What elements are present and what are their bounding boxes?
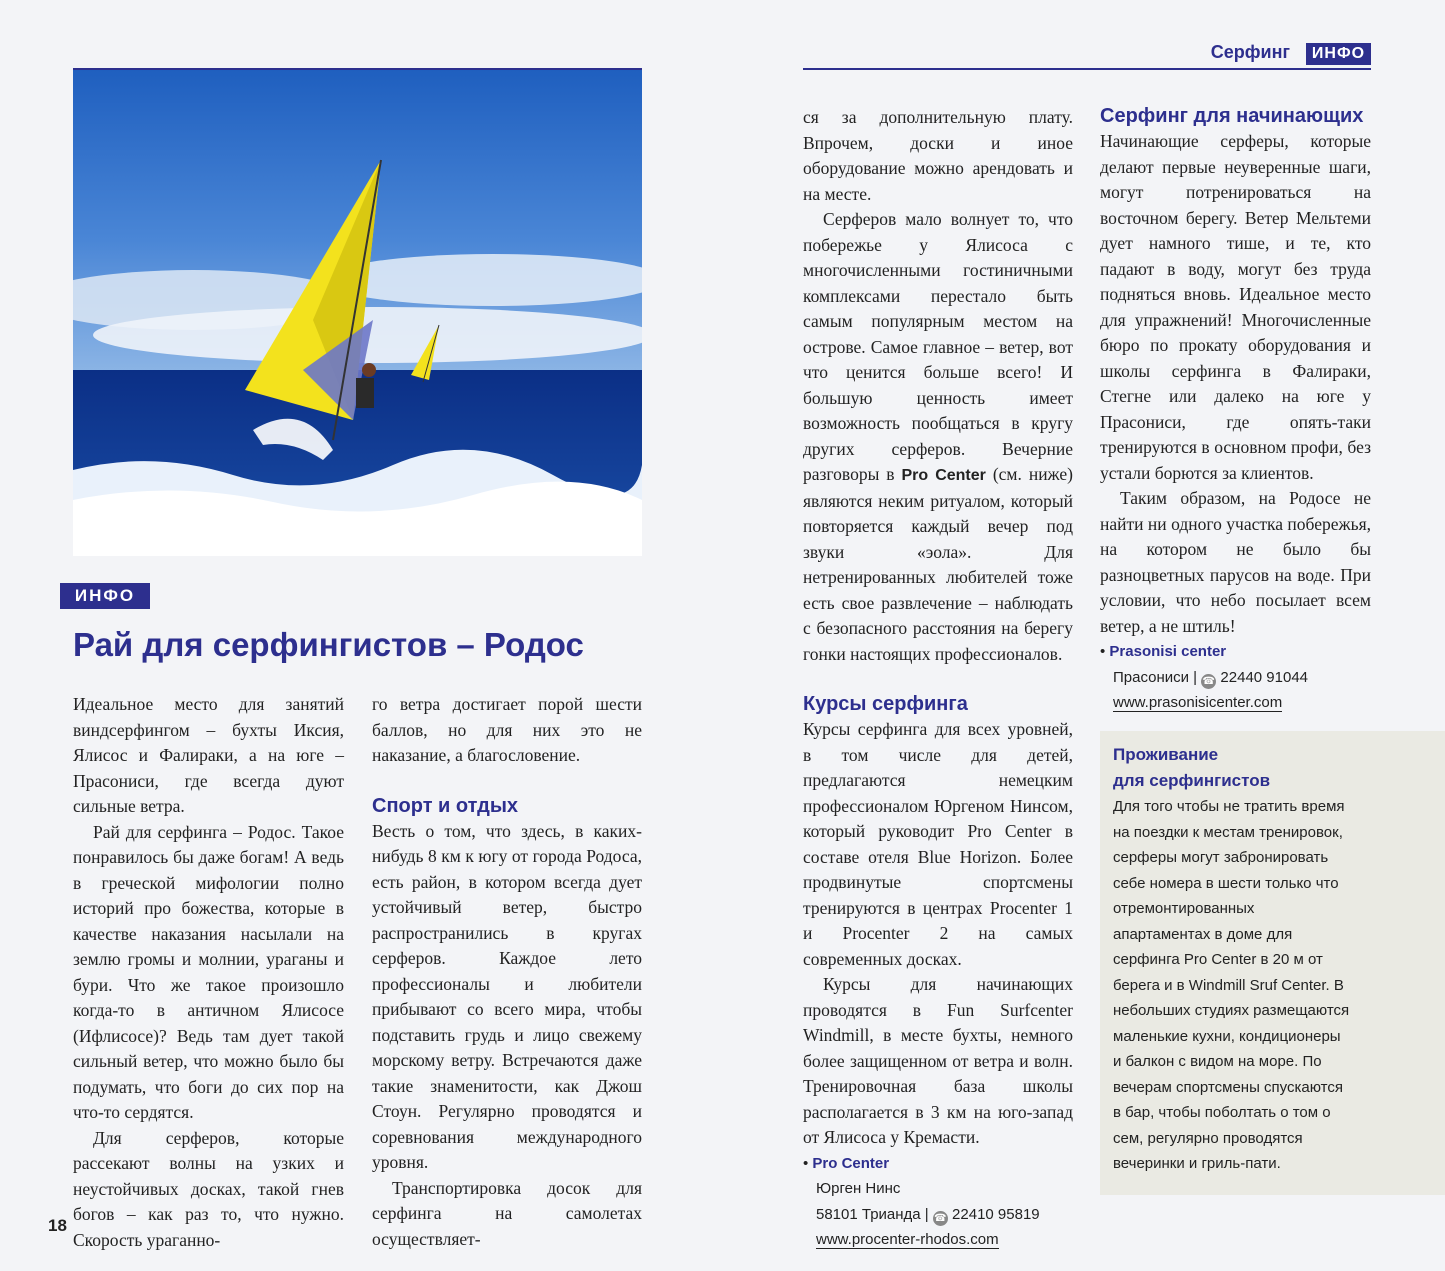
text-span: (см. ниже) являются неким ритуалом, который повторяется каждый вечер под звуки «эола». Для нетренированных любителей тоже есть свое развлечение – наблюдать с безопасного расстояния на берегу гонки настоящих профессионалов.: [803, 464, 1074, 664]
contact-phone: 22410 95819: [952, 1205, 1040, 1223]
paragraph: [803, 207, 1073, 667]
contact-address-line: [1100, 665, 1371, 691]
paragraph: Начинающие серферы, которые делают первые неуверенные шаги, могут потренироваться на восточном берегу. Ветер Мельтеми дует намного тише, и те, кто падают в воду, могут без труда подняться вновь. Идеальное место для упражнений! Многочисленные бюро по прокату оборудования и школы серфинга в Фалираки, Стегне или далеко на юге у Прасониси, где опять-таки тренируются в основном профи, без устали борются за клиентов.: [1100, 131, 1371, 483]
box-title-line-2: для серфингистов: [1113, 771, 1271, 790]
contact-block: [803, 1151, 1073, 1253]
section-title: Серфинг: [1210, 42, 1290, 62]
paragraph: Идеальное место для занятий виндсерфингом – бухты Иксия, Ялисос и Фалираки, а на юге – Прасониси, где всегда дуют сильные ветра.: [73, 694, 344, 816]
page-number: 18: [48, 1216, 67, 1235]
column-1: [73, 692, 344, 1253]
contact-name-line: • Prasonisi center: [1100, 643, 1227, 660]
column-2: [372, 692, 642, 1252]
header-rule: [803, 68, 1371, 70]
section-heading: Спорт и отдых: [372, 794, 519, 817]
paragraph: Рай для серфинга – Родос. Такое понравилось бы даже богам! А ведь в греческой мифологии полно историй про божества, которые в качестве наказания насылали на землю громы и молнии, ураганы и бури. Что же такое произошло когда-то в античном Ялисосе (Ифлисосе)? Ведь там дует такой сильный ветер, что можно было бы подумать, что боги до сих пор на что-то сердятся.: [73, 821, 344, 1122]
paragraph: Таким образом, на Родосе не найти ни одного участка побережья, на котором не было бы разноцветных парусов на воде. При условии, что небо посылает всем ветер, а не штиль!: [1100, 488, 1371, 636]
paragraph: Курсы для начинающих проводятся в Fun Surfcenter Windmill, в месте бухты, немного более защищенном от ветра и волн. Тренировочная база школы располагается в 3 км на юго-запад от Ялисоса у Кремасти.: [803, 974, 1073, 1147]
contact-address-line: [803, 1202, 1073, 1228]
contact-address: 58101 Трианда |: [816, 1205, 933, 1223]
windsurf-photo: [73, 70, 642, 556]
paragraph: Курсы серфинга для всех уровней, в том числе для детей, предлагаются немецким профессионалом Юргеном Нинсом, который руководит Pro Center в составе отеля Blue Horizon. Более продвинутые спортсмены тренируются в центрах Procenter 1 и Procenter 2 на самых современных досках.: [803, 719, 1073, 969]
section-badge: ИНФО: [1306, 43, 1371, 65]
column-4: [1100, 103, 1371, 716]
contact-address: Прасониси |: [1113, 668, 1202, 686]
contact-person: Юрген Нинс: [816, 1180, 901, 1197]
info-badge: ИНФО: [60, 583, 150, 609]
contact-url-line: [803, 1227, 1073, 1253]
contact-phone: 22440 91044: [1220, 668, 1309, 686]
accommodation-box-content: [1113, 742, 1353, 1177]
paragraph: го ветра достигает порой шести баллов, но для них это не наказание, а благословение.: [372, 694, 642, 765]
pro-center-bold: Pro Center: [901, 467, 986, 484]
contact-name: Pro Center: [812, 1154, 890, 1172]
page-title: Рай для серфингистов – Родос: [73, 626, 584, 663]
paragraph: ся за дополнительную плату. Впрочем, доски и иное оборудование можно арендовать и на месте.: [803, 107, 1073, 204]
box-title-line-1: Проживание: [1113, 745, 1219, 764]
box-text: Для того чтобы не тратить время на поездки к местам тренировок, серферы могут забронировать себе номера в шести только что отремонтированных апартаментах в доме для серфинга Pro Center в 20 м от берега и в Windmill Sruf Center. В небольших студиях размещаются маленькие кухни, кондиционеры и балкон с видом на море. По вечерам спортсмены спускаются в бар, чтобы поболтать о том о сем, регулярно проводятся вечеринки и гриль-пати.: [1113, 798, 1350, 1172]
paragraph: Транспортировка досок для серфинга на самолетах осуществляет-: [372, 1177, 642, 1249]
contact-name: Prasonisi center: [1109, 643, 1227, 660]
section-heading: Серфинг для начинающих: [1100, 105, 1364, 127]
contact-block: [1100, 639, 1371, 716]
section-heading: Курсы серфинга: [803, 693, 968, 715]
text-span: Серферов мало волнует то, что побережье у Ялисоса с многочисленными гостиничными комплексами перестало быть самым популярным местом на острове. Самое главное – ветер, вот что ценится больше всего! И большую ценность имеет возможность пообщаться в кругу других серферов. Вечерние разговоры в: [803, 209, 1073, 484]
phone-icon: ☎: [934, 1212, 947, 1224]
paragraph: Весть о том, что здесь, в каких-нибудь 8 км к югу от города Родоса, есть район, в котором всегда дует устойчивый ветер, быстро распространились в кругах серферов. Каждое лето профессионалы и любители прибывают со всего мира, чтобы подставить грудь и лицо свежему морскому ветру. Встречаются даже такие знаменитости, как Джош Стоун. Регулярно проводятся и соревнования международного уровня.: [372, 820, 642, 1172]
contact-url-line: [1100, 690, 1371, 716]
contact-url-link[interactable]: www.procenter-rhodos.com: [816, 1231, 999, 1248]
contact-url-link[interactable]: www.prasonisicenter.com: [1113, 694, 1283, 711]
contact-name-line: • Pro Center: [803, 1154, 890, 1172]
column-3: [803, 105, 1073, 1253]
phone-icon: ☎: [1202, 675, 1215, 687]
paragraph: Для серферов, которые рассекают волны на узких и неустойчивых досках, такой гнев богов – как раз то, что нужно. Скорость ураганно-: [73, 1127, 344, 1250]
